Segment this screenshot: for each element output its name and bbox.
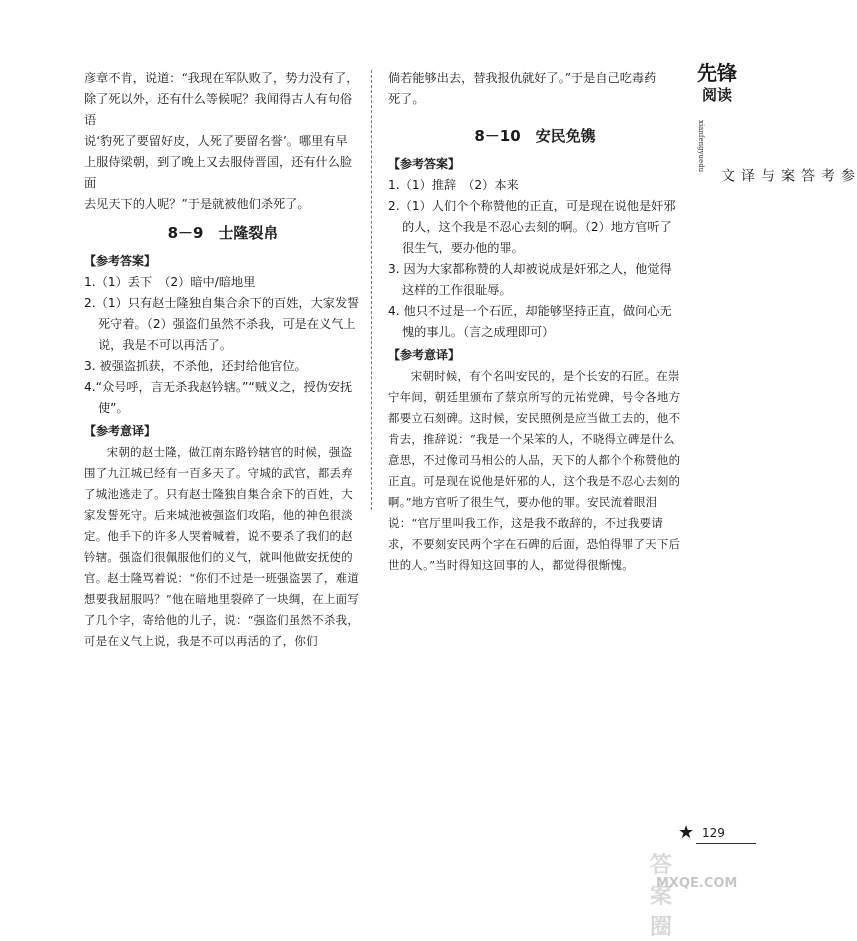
translation-text: 宋朝的赵士隆，做江南东路钤辖官的时候，强盗围了九江城已经有一百多天了。守城的武官，都丢弃了城池逃走了。只有赵士隆独自集合余下的百姓，大家发誓死守。后来城池被强盗们攻陷，他的神色很淡定。他手下的许多人哭着喊着，说不要杀了我们的赵钤辖。强盗们很佩服他们的义气，就叫他做安抚使的官。赵士隆骂着说：“你们不过是一班强盗罢了，难道想要我屈服吗？”他在暗地里裂碎了一块绸，在上面写了几个字，寄给他的儿子，说：“强盗们虽然不杀我，可是在义气上说，我是不可以再活的了，你们 — [84, 445, 360, 648]
intro-line: 去见天下的人呢？”于是就被他们杀死了。 — [84, 197, 310, 211]
answer-item: 1.（1）丢下 （2）暗中/暗地里 — [84, 275, 256, 289]
watermark-url: MXQE.COM — [656, 876, 738, 891]
answer-item: 1.（1）推辞 （2）本来 — [388, 178, 519, 192]
intro-line: 除了死以外，还有什么等候呢？我闻得古人有句俗语 — [84, 92, 353, 127]
intro-line: 说‘豹死了要留好皮，人死了要留名誉’。哪里有早 — [84, 134, 348, 148]
section-vertical-label: 参考答案与译文 — [719, 168, 855, 183]
answer-item: 3. 被强盗抓获，不杀他，还封给他官位。 — [84, 359, 307, 373]
book-sidebar — [697, 61, 855, 183]
intro-line: 上服侍梁朝，到了晚上又去服侍晋国，还有什么脸面 — [84, 155, 353, 190]
intro-line: 死了。 — [388, 92, 425, 106]
intro-line: 彦章不肯，说道：“我现在军队败了，势力没有了， — [84, 71, 359, 85]
answer-label: 【参考答案】 — [84, 254, 157, 268]
answer-item: 2.（1）人们个个称赞他的正直，可是现在说他是奸邪的人，这个我是不忍心去刻的啊。（2）地方官听了很生气，要办他的罪。 — [388, 199, 676, 255]
left-column — [84, 68, 362, 652]
brand-bottom: 阅读 — [701, 86, 732, 104]
section-title: 8－9 士隆裂帛 — [167, 224, 279, 242]
translation-text: 宋朝时候，有个名叫安民的，是个长安的石匠。在崇宁年间，朝廷里颁布了蔡京所写的元祐党碑，号令各地方都要立石刻碑。这时候，安民照例是应当做工去的，他不肯去，推辞说：“我是一个呆笨的人，不晓得立碑是什么意思，不过像司马相公的人品，天下的人都个个称赞他的正直。可是现在说他是奸邪的人，这个我是不忍心去刻的啊。”地方官听了很生气，要办他的罪。安民流着眼泪说：“官厅里叫我工作，这是我不敢辞的，不过我要请求，不要刻安民两个字在石碑的后面，恐怕得罪了天下后世的人。”当时得知这回事的人，都觉得很惭愧。 — [388, 369, 681, 572]
right-column — [388, 68, 682, 576]
star-icon: ★ — [678, 822, 695, 843]
answer-item: 2.（1）只有赵士隆独自集合余下的百姓，大家发誓死守着。（2）强盗们虽然不杀我，可是在义气上说，我是不可以再活了。 — [84, 296, 360, 352]
section-title: 8－10 安民免镌 — [474, 127, 596, 145]
intro-line: 倘若能够出去，替我报仇就好了。”于是自己吃毒药 — [388, 71, 657, 85]
answer-item: 3. 因为大家都称赞的人却被说成是奸邪之人，他觉得这样的工作很耻辱。 — [388, 262, 672, 297]
page-number: 129 — [702, 826, 725, 840]
column-divider — [371, 70, 372, 510]
answer-label: 【参考答案】 — [388, 157, 461, 171]
watermark-logo-text: 答案圈 — [650, 853, 673, 940]
footer-rule — [696, 843, 756, 844]
answer-item: 4. 他只不过是一个石匠，却能够坚持正直，做问心无愧的事儿。（言之成理即可） — [388, 304, 672, 339]
brand-pinyin: xianfengyuedu — [697, 120, 705, 173]
translation-label: 【参考意译】 — [84, 424, 157, 438]
translation-label: 【参考意译】 — [388, 348, 461, 362]
brand-top: 先锋 — [697, 61, 737, 85]
answer-item: 4.“众号呼，言无杀我赵钤辖。”“贼义之，授伪安抚使”。 — [84, 380, 353, 415]
